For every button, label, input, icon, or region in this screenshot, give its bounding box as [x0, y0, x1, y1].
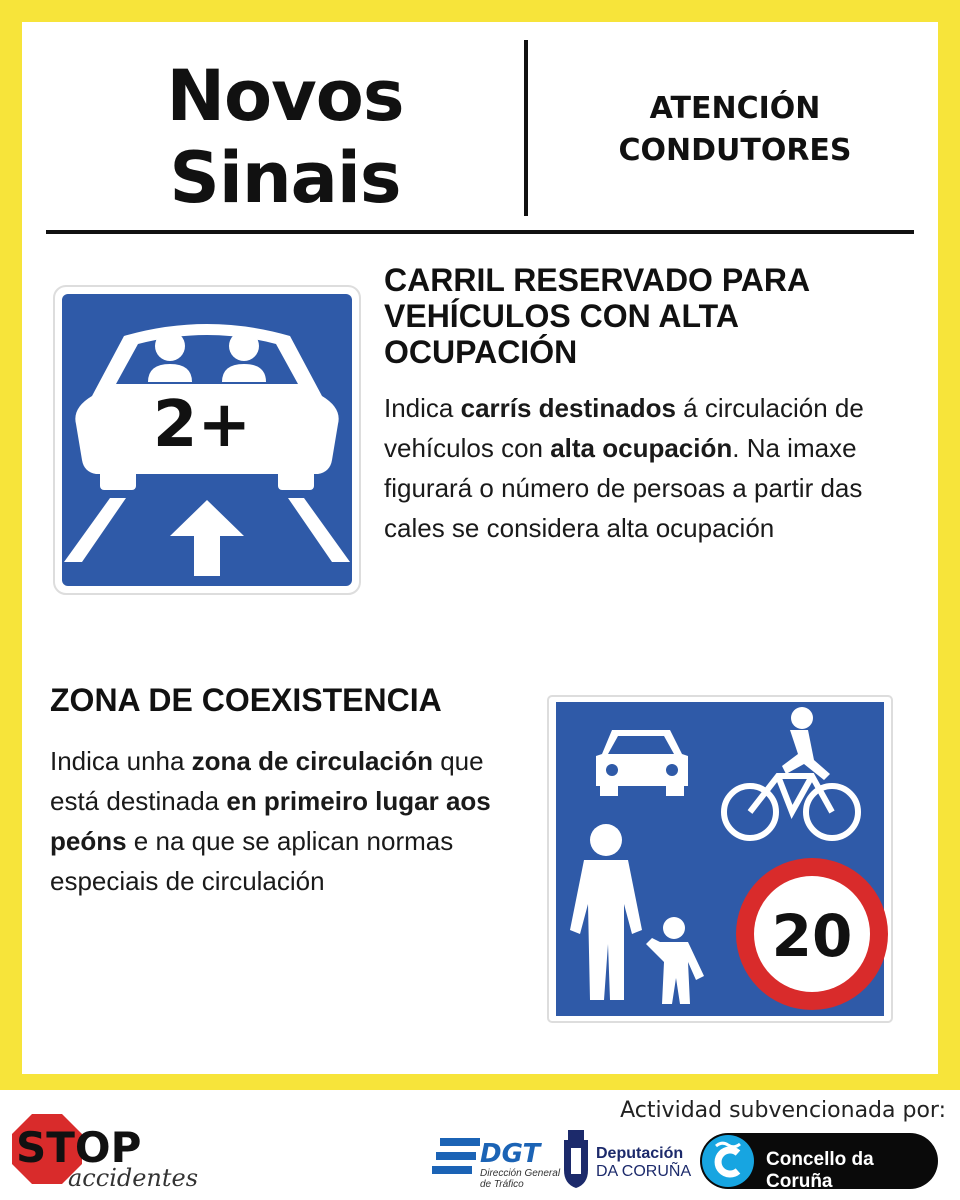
hov-heading-line-3: OCUPACIÓN: [384, 334, 578, 370]
dgt-logo-text: DGT: [480, 1139, 541, 1169]
subsidy-note: Actividad subvencionada por:: [620, 1098, 946, 1123]
dgt-logo-sub-1: Dirección General: [480, 1168, 561, 1179]
dgt-logo-sub-2: de Tráfico: [480, 1179, 524, 1190]
concello-logo: [700, 1133, 938, 1192]
emphasis-text: alta ocupación: [550, 433, 733, 463]
body-text: Indica: [384, 393, 461, 423]
stop-accidentes-logo: [10, 1110, 199, 1192]
speed-limit-icon: [736, 858, 888, 1010]
concello-emblem-icon: [702, 1135, 754, 1187]
body-text: Indica unha: [50, 746, 192, 776]
hov-heading-line-2: VEHÍCULOS CON ALTA: [384, 298, 739, 334]
stop-logo-word-1: STOP: [16, 1123, 142, 1172]
zone-description: [50, 741, 525, 901]
zone-heading: ZONA DE COEXISTENCIA: [50, 682, 442, 718]
deputacion-line-2: DA CORUÑA: [596, 1163, 692, 1180]
speed-limit-value: 20: [771, 902, 853, 970]
hov-heading-line-1: CARRIL RESERVADO PARA: [384, 262, 811, 298]
deputacion-line-1: Deputación: [596, 1145, 684, 1162]
header-divider-horizontal: [46, 230, 914, 234]
hov-description: [384, 388, 924, 548]
page-title: [150, 55, 420, 219]
attention-line-1: ATENCIÓN: [649, 91, 821, 126]
hov-lane-sign: [52, 284, 362, 596]
body-text: que está destinada: [50, 746, 484, 816]
hov-heading: [384, 262, 904, 370]
title-line-2: Sinais: [169, 137, 401, 219]
emphasis-text: en primeiro lugar aos peóns: [50, 786, 491, 856]
emphasis-text: carrís destinados: [460, 393, 676, 423]
hov-sign-label: 2+: [152, 388, 252, 462]
attention-heading: [590, 88, 880, 172]
body-text: . Na imaxe figurará o número de persoas a partir das cales se considera alta ocupación: [384, 433, 863, 543]
stop-logo-word-2: accidentes: [68, 1164, 199, 1192]
emphasis-text: zona de circulación: [191, 746, 433, 776]
body-text: e na que se aplican normas especiais de circulación: [50, 826, 454, 896]
header-divider-vertical: [524, 40, 528, 216]
title-line-1: Novos: [166, 55, 404, 137]
coexistence-zone-sign: [546, 694, 894, 1024]
deputacion-logo: [558, 1126, 698, 1190]
body-text: á circulación de vehículos con: [384, 393, 864, 463]
attention-line-2: CONDUTORES: [618, 133, 852, 168]
dgt-logo: [436, 1128, 561, 1190]
concello-label: Concello da Coruña: [766, 1149, 874, 1192]
